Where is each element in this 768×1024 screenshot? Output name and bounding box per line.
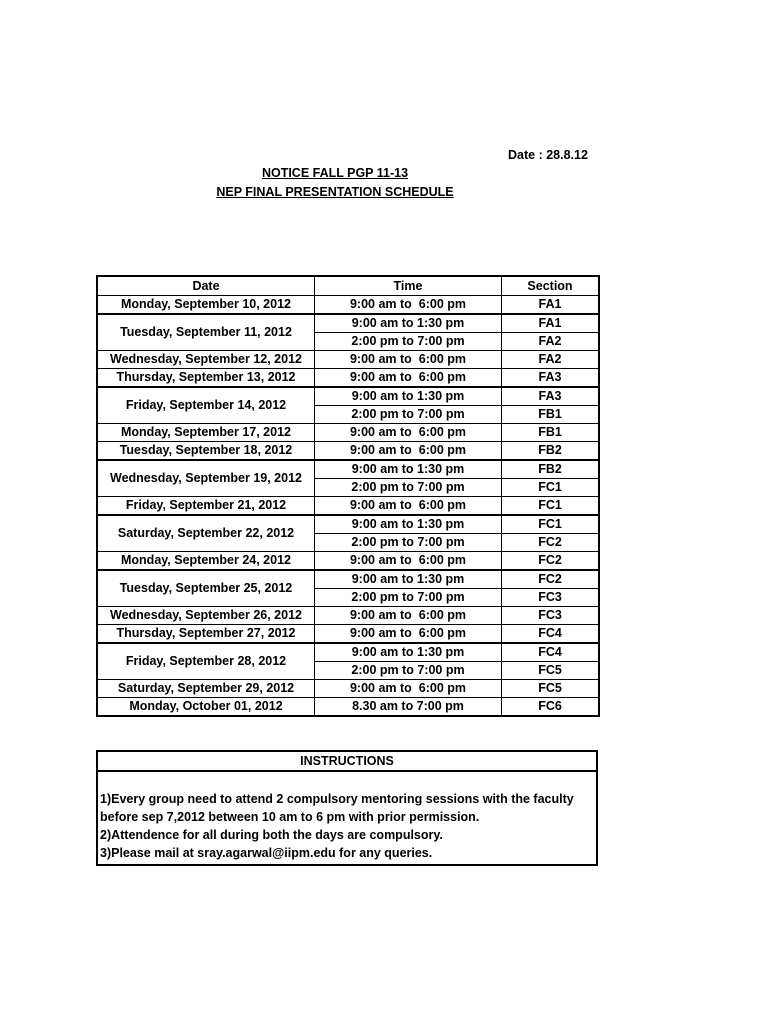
table-row (97, 387, 599, 406)
date-cell: Wednesday, September 26, 2012 (97, 607, 315, 625)
section-cell: FC2 (502, 534, 600, 552)
time-cell: 9:00 am to 6:00 pm (315, 424, 502, 442)
section-cell: FC1 (502, 479, 600, 497)
table-row (97, 442, 599, 461)
date-cell: Saturday, September 22, 2012 (97, 515, 315, 552)
time-cell: 9:00 am to 6:00 pm (315, 351, 502, 369)
time-cell: 8.30 am to 7:00 pm (315, 698, 502, 717)
section-cell: FA1 (502, 296, 600, 315)
instruction-item: 2)Attendence for all during both the days are compulsory. (100, 828, 443, 842)
date-cell: Wednesday, September 12, 2012 (97, 351, 315, 369)
date-cell: Tuesday, September 11, 2012 (97, 314, 315, 351)
time-cell: 9:00 am to 6:00 pm (315, 680, 502, 698)
time-cell: 9:00 am to 6:00 pm (315, 442, 502, 461)
date-cell: Monday, October 01, 2012 (97, 698, 315, 717)
time-cell: 9:00 am to 1:30 pm (315, 387, 502, 406)
section-cell: FA2 (502, 351, 600, 369)
section-cell: FC1 (502, 497, 600, 516)
time-cell: 9:00 am to 6:00 pm (315, 296, 502, 315)
time-cell: 9:00 am to 1:30 pm (315, 460, 502, 479)
time-cell: 9:00 am to 1:30 pm (315, 515, 502, 534)
table-row (97, 314, 599, 333)
date-cell: Friday, September 28, 2012 (97, 643, 315, 680)
table-row (97, 607, 599, 625)
section-cell: FA3 (502, 369, 600, 388)
table-row (97, 515, 599, 534)
schedule-table (96, 275, 600, 717)
table-row (97, 460, 599, 479)
table-row (97, 570, 599, 589)
notice-title: NOTICE FALL PGP 11-13 (261, 166, 409, 180)
time-cell: 2:00 pm to 7:00 pm (315, 534, 502, 552)
section-cell: FB2 (502, 460, 600, 479)
time-cell: 9:00 am to 6:00 pm (315, 625, 502, 644)
time-cell: 2:00 pm to 7:00 pm (315, 589, 502, 607)
section-cell: FC4 (502, 625, 600, 644)
table-row (97, 351, 599, 369)
time-cell: 9:00 am to 6:00 pm (315, 552, 502, 571)
table-row (97, 643, 599, 662)
section-cell: FC1 (502, 515, 600, 534)
section-cell: FA1 (502, 314, 600, 333)
time-cell: 2:00 pm to 7:00 pm (315, 406, 502, 424)
section-cell: FC3 (502, 607, 600, 625)
table-header-row (97, 276, 599, 296)
schedule-title: NEP FINAL PRESENTATION SCHEDULE (216, 185, 454, 199)
date-cell: Saturday, September 29, 2012 (97, 680, 315, 698)
section-cell: FC2 (502, 570, 600, 589)
column-header-date: Date (97, 276, 315, 296)
table-row (97, 296, 599, 315)
time-cell: 2:00 pm to 7:00 pm (315, 662, 502, 680)
table-row (97, 369, 599, 388)
date-cell: Tuesday, September 18, 2012 (97, 442, 315, 461)
section-cell: FA2 (502, 333, 600, 351)
date-cell: Friday, September 21, 2012 (97, 497, 315, 516)
instruction-item: 1)Every group need to attend 2 compulsory mentoring sessions with the faculty before sep 7,2012 between 10 am to 6 pm with prior permission. (100, 792, 574, 824)
date-cell: Monday, September 24, 2012 (97, 552, 315, 571)
time-cell: 9:00 am to 6:00 pm (315, 369, 502, 388)
table-row (97, 698, 599, 717)
table-row (97, 680, 599, 698)
time-cell: 9:00 am to 1:30 pm (315, 643, 502, 662)
table-row (97, 625, 599, 644)
date-cell: Friday, September 14, 2012 (97, 387, 315, 424)
section-cell: FC3 (502, 589, 600, 607)
instructions-heading: INSTRUCTIONS (98, 752, 596, 772)
section-cell: FB1 (502, 424, 600, 442)
section-cell: FB1 (502, 406, 600, 424)
date-cell: Thursday, September 13, 2012 (97, 369, 315, 388)
column-header-time: Time (315, 276, 502, 296)
table-row (97, 497, 599, 516)
table-row (97, 424, 599, 442)
section-cell: FC5 (502, 680, 600, 698)
time-cell: 9:00 am to 6:00 pm (315, 607, 502, 625)
section-cell: FB2 (502, 442, 600, 461)
instructions-box (96, 750, 598, 866)
section-cell: FA3 (502, 387, 600, 406)
section-cell: FC6 (502, 698, 600, 717)
notice-date: Date : 28.8.12 (508, 148, 588, 162)
instructions-list (98, 772, 596, 864)
section-cell: FC5 (502, 662, 600, 680)
time-cell: 2:00 pm to 7:00 pm (315, 333, 502, 351)
table-row (97, 552, 599, 571)
date-cell: Tuesday, September 25, 2012 (97, 570, 315, 607)
date-cell: Monday, September 10, 2012 (97, 296, 315, 315)
date-cell: Wednesday, September 19, 2012 (97, 460, 315, 497)
time-cell: 9:00 am to 6:00 pm (315, 497, 502, 516)
date-cell: Monday, September 17, 2012 (97, 424, 315, 442)
date-cell: Thursday, September 27, 2012 (97, 625, 315, 644)
section-cell: FC4 (502, 643, 600, 662)
time-cell: 9:00 am to 1:30 pm (315, 314, 502, 333)
column-header-section: Section (502, 276, 600, 296)
section-cell: FC2 (502, 552, 600, 571)
time-cell: 2:00 pm to 7:00 pm (315, 479, 502, 497)
time-cell: 9:00 am to 1:30 pm (315, 570, 502, 589)
instruction-item: 3)Please mail at sray.agarwal@iipm.edu for any queries. (100, 846, 433, 860)
schedule-body (97, 296, 599, 717)
